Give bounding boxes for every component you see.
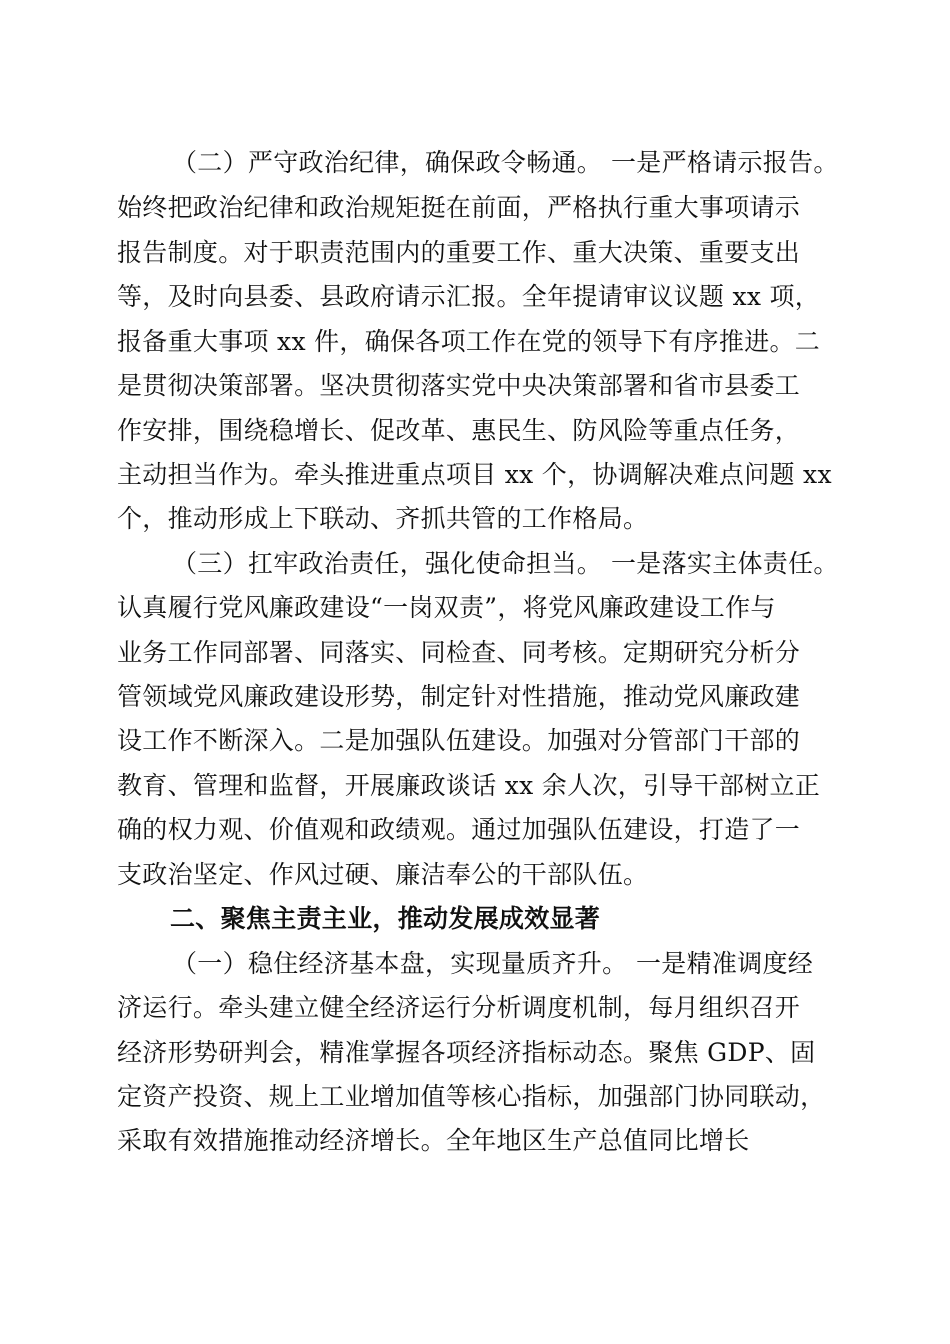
paragraph-text: 报告制度。对于职责范围内的重要工作、重大决策、重要支出 bbox=[117, 238, 801, 267]
paragraph-line bbox=[0, 854, 950, 896]
paragraph-text: 教育、管理和监督，开展廉政谈话 xx 余人次，引导干部树立正 bbox=[117, 771, 821, 800]
paragraph-line bbox=[0, 676, 950, 718]
paragraph-text: 作安排，围绕稳增长、促改革、惠民生、防风险等重点任务， bbox=[117, 416, 801, 445]
paragraph-line bbox=[0, 187, 950, 229]
paragraph-text: 是贯彻决策部署。坚决贯彻落实党中央决策部署和省市县委工 bbox=[117, 371, 801, 400]
paragraph-line bbox=[0, 365, 950, 407]
paragraph-line bbox=[0, 454, 950, 496]
paragraph-line bbox=[0, 410, 950, 452]
paragraph-text: 管领域党风廉政建设形势，制定针对性措施，推动党风廉政建 bbox=[117, 682, 801, 711]
paragraph-heading: （二）严守政治纪律，确保政令畅通。 bbox=[172, 148, 603, 177]
paragraph-text: 一是精准调度经 bbox=[636, 949, 814, 978]
paragraph-line bbox=[0, 498, 950, 540]
paragraph-text: 始终把政治纪律和政治规矩挺在前面，严格执行重大事项请示 bbox=[117, 193, 801, 222]
paragraph-text: 支政治坚定、作风过硬、廉洁奉公的干部队伍。 bbox=[117, 860, 649, 889]
section-heading: 二、聚焦主责主业，推动发展成效显著 bbox=[170, 904, 601, 933]
paragraph-heading: （一）稳住经济基本盘，实现量质齐升。 bbox=[172, 949, 628, 978]
paragraph-text: 经济形势研判会，精准掌握各项经济指标动态。聚焦 GDP、固 bbox=[117, 1038, 816, 1067]
paragraph-line bbox=[0, 1120, 950, 1162]
paragraph-line bbox=[0, 587, 950, 629]
paragraph-line bbox=[0, 232, 950, 274]
paragraph-line bbox=[0, 543, 950, 585]
paragraph-text: 业务工作同部署、同落实、同检查、同考核。定期研究分析分 bbox=[117, 638, 801, 667]
paragraph-text: 等，及时向县委、县政府请示汇报。全年提请审议议题 xx 项， bbox=[117, 282, 821, 311]
paragraph-line bbox=[0, 276, 950, 318]
paragraph-line bbox=[0, 720, 950, 762]
paragraph-heading: （三）扛牢政治责任，强化使命担当。 bbox=[172, 549, 603, 578]
paragraph-text: 一是落实主体责任。 bbox=[611, 549, 839, 578]
paragraph-text: 确的权力观、价值观和政绩观。通过加强队伍建设，打造了一 bbox=[117, 815, 801, 844]
paragraph-line bbox=[0, 943, 950, 985]
paragraph-line bbox=[0, 632, 950, 674]
paragraph-text: 采取有效措施推动经济增长。全年地区生产总值同比增长 bbox=[117, 1126, 750, 1155]
paragraph-line bbox=[0, 809, 950, 851]
paragraph-text: 报备重大事项 xx 件，确保各项工作在党的领导下有序推进。二 bbox=[117, 327, 821, 356]
paragraph-line bbox=[0, 987, 950, 1029]
paragraph-line bbox=[0, 765, 950, 807]
paragraph-line bbox=[0, 1032, 950, 1074]
paragraph-line bbox=[0, 142, 950, 184]
paragraph-text: 设工作不断深入。二是加强队伍建设。加强对分管部门干部的 bbox=[117, 726, 801, 755]
paragraph-text: 济运行。牵头建立健全经济运行分析调度机制，每月组织召开 bbox=[117, 993, 801, 1022]
paragraph-text: 个，推动形成上下联动、齐抓共管的工作格局。 bbox=[117, 504, 649, 533]
section-heading-line bbox=[0, 898, 950, 940]
paragraph-text: 主动担当作为。牵头推进重点项目 xx 个，协调解决难点问题 xx bbox=[117, 460, 832, 489]
paragraph-line bbox=[0, 1076, 950, 1118]
paragraph-text: 认真履行党风廉政建设“一岗双责”，将党风廉政建设工作与 bbox=[117, 593, 776, 622]
paragraph-text: 一是严格请示报告。 bbox=[611, 148, 839, 177]
paragraph-line bbox=[0, 321, 950, 363]
paragraph-text: 定资产投资、规上工业增加值等核心指标，加强部门协同联动， bbox=[117, 1082, 826, 1111]
